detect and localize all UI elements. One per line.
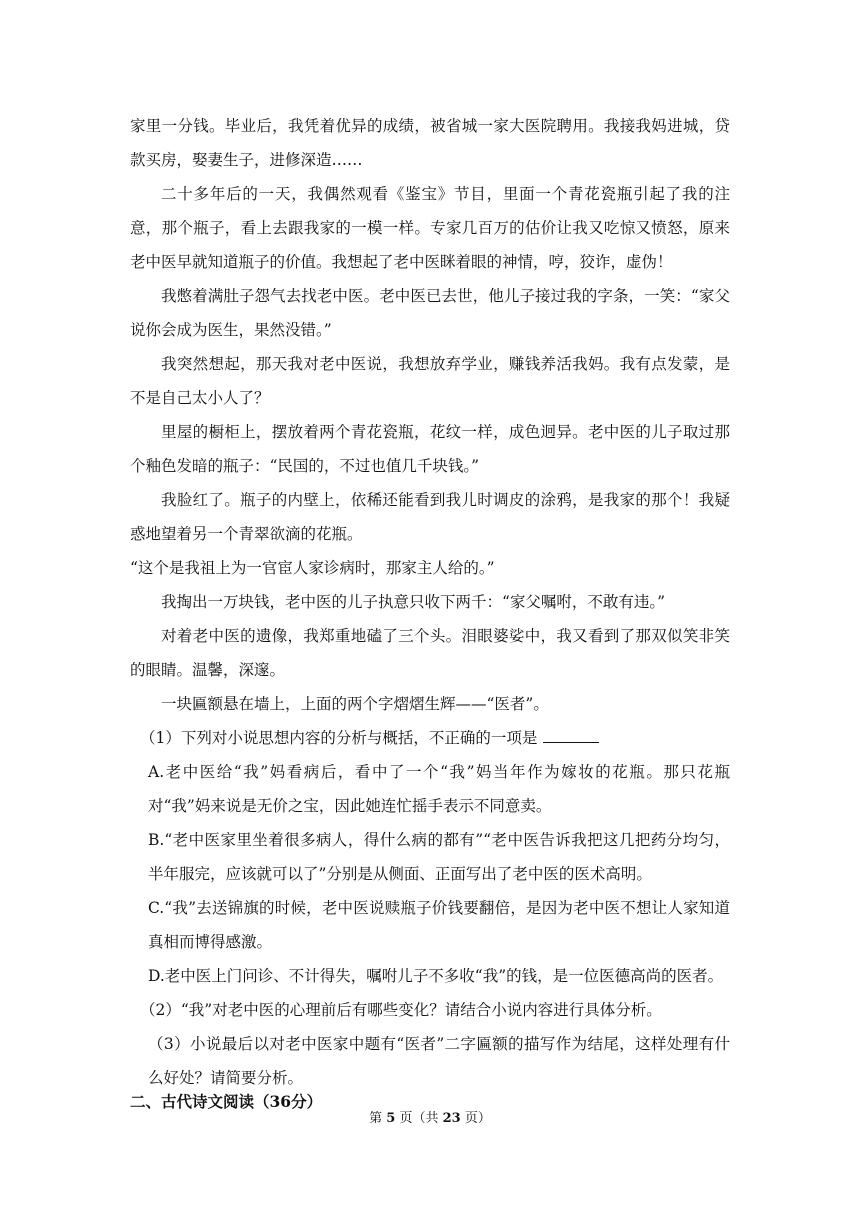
option-a: A.老中医给“我”妈看病后，看中了一个“我”妈当年作为嫁妆的花瓶。那只花瓶对“我”妈来说是无价之宝，因此她连忙摇手表示不同意卖。 [148, 763, 730, 815]
paragraph: 一块匾额悬在墙上，上面的两个字熠熠生辉——“医者”。 [161, 695, 549, 713]
page-footer [0, 1109, 860, 1129]
paragraph: 家里一分钱。毕业后，我凭着优异的成绩，被省城一家大医院聘用。我接我妈进城，贷款买房，娶妻生子，进修深造…… [130, 117, 730, 169]
option-d: D.老中医上门问诊、不计得失，嘱咐儿子不多收“我”的钱，是一位医德高尚的医者。 [148, 967, 724, 985]
answer-blank [543, 726, 599, 743]
paragraph: 我脸红了。瓶子的内壁上，依稀还能看到我儿时调皮的涂鸦，是我家的那个！我疑惑地望着另一个青翠欲滴的花瓶。 [130, 491, 730, 543]
footer-total-pages: 23 [442, 1111, 461, 1126]
paragraph: 二十多年后的一天，我偶然观看《鉴宝》节目，里面一个青花瓷瓶引起了我的注意，那个瓶子，看上去跟我家的一模一样。专家几百万的估价让我又吃惊又愤怒，原来老中医早就知道瓶子的价值。我想起了老中医眯着眼的神情，哼，狡诈，虚伪！ [130, 185, 730, 271]
paragraph: 我掏出一万块钱，老中医的儿子执意只收下两千：“家父嘱咐，不敢有违。” [161, 593, 666, 611]
paragraph: 我憋着满肚子怨气去找老中医。老中医已去世，他儿子接过我的字条，一笑：“家父说你会成为医生，果然没错。” [130, 287, 730, 339]
paragraph: 里屋的橱柜上，摆放着两个青花瓷瓶，花纹一样，成色迥异。老中医的儿子取过那个釉色发暗的瓶子：“民国的，不过也值几千块钱。” [130, 423, 730, 475]
paragraph: 我突然想起，那天我对老中医说，我想放弃学业，赚钱养活我妈。我有点发蒙，是不是自己太小人了？ [130, 355, 730, 407]
question-3: （3）小说最后以对老中医家中题有“医者”二字匾额的描写作为结尾，这样处理有什么好处？请简要分析。 [148, 1035, 730, 1087]
option-b: B.“老中医家里坐着很多病人，得什么病的都有”“老中医告诉我把这几把药分均匀，半年服完，应该就可以了”分别是从侧面、正面写出了老中医的医术高明。 [148, 831, 730, 883]
paragraph: “这个是我祖上为一官宦人家诊病时，那家主人给的。” [130, 559, 495, 577]
footer-suffix: 页） [464, 1111, 491, 1126]
option-c: C.“我”去送锦旗的时候，老中医说赎瓶子价钱要翻倍，是因为老中医不想让人家知道真相而博得感激。 [148, 899, 730, 951]
footer-middle: 页（共 [399, 1111, 439, 1126]
question-2: （2）“我”对老中医的心理前后有哪些变化？请结合小说内容进行具体分析。 [140, 1001, 662, 1019]
question-1-text: （1）下列对小说思想内容的分析与概括，不正确的一项是 [140, 729, 538, 747]
paragraph: 对着老中医的遗像，我郑重地磕了三个头。泪眼婆娑中，我又看到了那双似笑非笑的眼睛。温馨，深邃。 [130, 627, 730, 679]
page-body [130, 109, 730, 1095]
section-heading: 二、古代诗文阅读（36分） [130, 1092, 323, 1111]
footer-page-number: 5 [386, 1111, 396, 1126]
question-1 [130, 721, 730, 755]
footer-prefix: 第 [369, 1111, 383, 1126]
